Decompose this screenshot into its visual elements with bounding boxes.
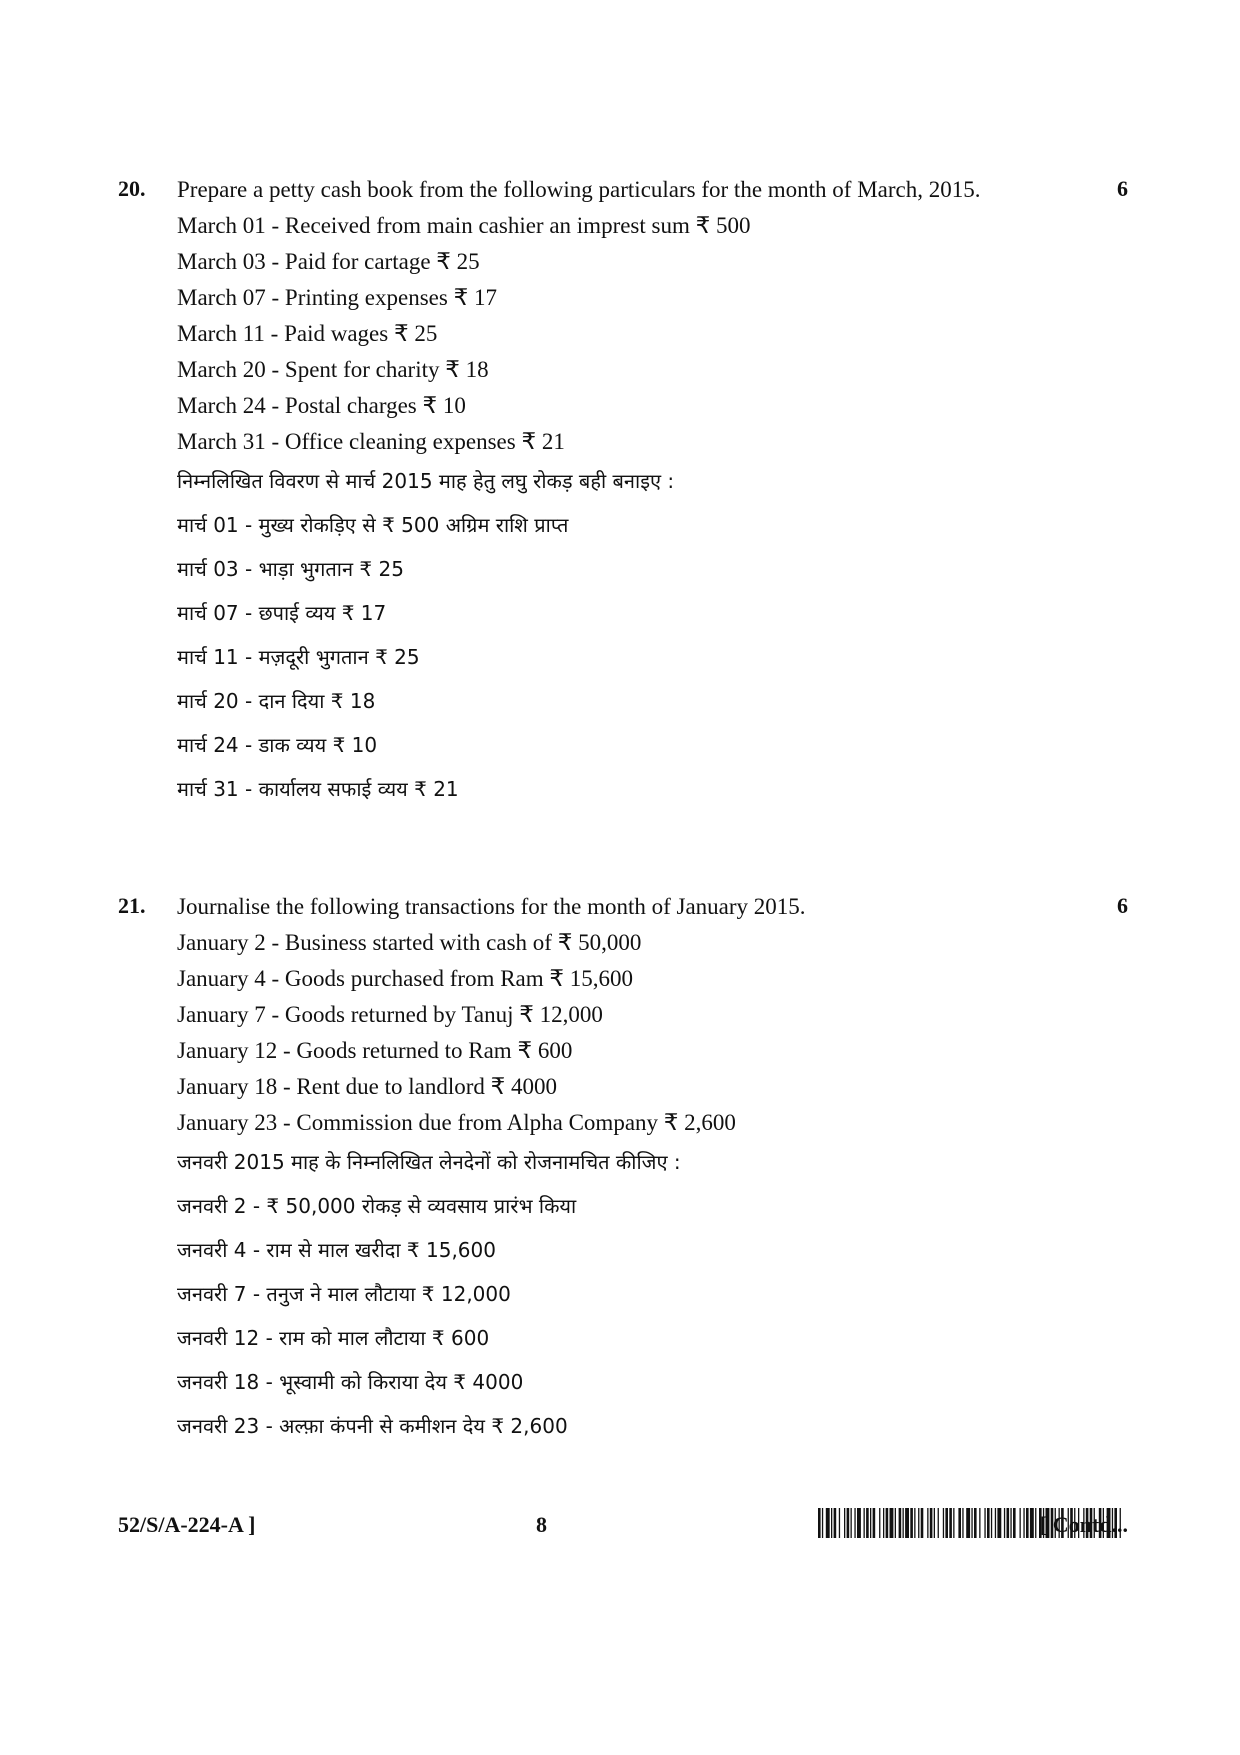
question-number: 20. — [118, 176, 146, 201]
question-body — [177, 893, 1077, 1439]
english-line: January 7 - Goods returned by Tanuj ₹ 12,000 — [177, 1002, 603, 1027]
hindi-line: जनवरी 7 - तनुज ने माल लौटाया ₹ 12,000 — [177, 1282, 511, 1306]
english-line: January 23 - Commission due from Alpha Company ₹ 2,600 — [177, 1110, 736, 1135]
hindi-line: मार्च 03 - भाड़ा भुगतान ₹ 25 — [177, 557, 404, 581]
hindi-line: मार्च 20 - दान दिया ₹ 18 — [177, 689, 376, 713]
english-line: January 18 - Rent due to landlord ₹ 4000 — [177, 1074, 558, 1099]
hindi-line: जनवरी 4 - राम से माल खरीदा ₹ 15,600 — [177, 1238, 496, 1262]
question-20 — [118, 176, 1128, 802]
hindi-line: मार्च 11 - मज़दूरी भुगतान ₹ 25 — [177, 645, 420, 669]
paper-code: 52/S/A-224-A ] — [118, 1512, 256, 1537]
english-line: January 12 - Goods returned to Ram ₹ 600 — [177, 1038, 573, 1063]
question-text: Journalise the following transactions for the month of January 2015. — [177, 894, 806, 919]
english-line: March 01 - Received from main cashier an imprest sum ₹ 500 — [177, 213, 751, 238]
question-marks: 6 — [1117, 176, 1128, 201]
english-line: January 2 - Business started with cash of ₹ 50,000 — [177, 930, 642, 955]
hindi-line: मार्च 24 - डाक व्यय ₹ 10 — [177, 733, 378, 757]
question-marks: 6 — [1117, 893, 1128, 918]
hindi-question-text: जनवरी 2015 माह के निम्नलिखित लेनदेनों को रोजनामचित कीजिए : — [177, 1150, 681, 1174]
page-number: 8 — [536, 1512, 547, 1537]
question-21 — [118, 893, 1128, 1439]
hindi-line: जनवरी 2 - ₹ 50,000 रोकड़ से व्यवसाय प्रारंभ किया — [177, 1194, 577, 1218]
hindi-line: मार्च 31 - कार्यालय सफाई व्यय ₹ 21 — [177, 777, 459, 801]
hindi-question-text: निम्नलिखित विवरण से मार्च 2015 माह हेतु लघु रोकड़ बही बनाइए : — [177, 469, 675, 493]
contd-label: [ Contd... — [1039, 1512, 1128, 1537]
english-line: March 11 - Paid wages ₹ 25 — [177, 321, 438, 346]
question-number: 21. — [118, 893, 146, 918]
english-line: March 31 - Office cleaning expenses ₹ 21 — [177, 429, 565, 454]
hindi-line: जनवरी 12 - राम को माल लौटाया ₹ 600 — [177, 1326, 490, 1350]
hindi-line: मार्च 01 - मुख्य रोकड़िए से ₹ 500 अग्रिम राशि प्राप्त — [177, 513, 569, 537]
english-line: March 03 - Paid for cartage ₹ 25 — [177, 249, 480, 274]
english-line: March 20 - Spent for charity ₹ 18 — [177, 357, 489, 382]
english-line: March 07 - Printing expenses ₹ 17 — [177, 285, 497, 310]
question-text: Prepare a petty cash book from the following particulars for the month of March, 2015. — [177, 177, 981, 202]
page-footer — [118, 1508, 1128, 1548]
hindi-line: जनवरी 18 - भूस्वामी को किराया देय ₹ 4000 — [177, 1370, 524, 1394]
english-line: March 24 - Postal charges ₹ 10 — [177, 393, 466, 418]
hindi-line: जनवरी 23 - अल्फ़ा कंपनी से कमीशन देय ₹ 2,600 — [177, 1414, 568, 1438]
english-line: January 4 - Goods purchased from Ram ₹ 15,600 — [177, 966, 634, 991]
question-body — [177, 176, 1077, 802]
hindi-line: मार्च 07 - छपाई व्यय ₹ 17 — [177, 601, 387, 625]
